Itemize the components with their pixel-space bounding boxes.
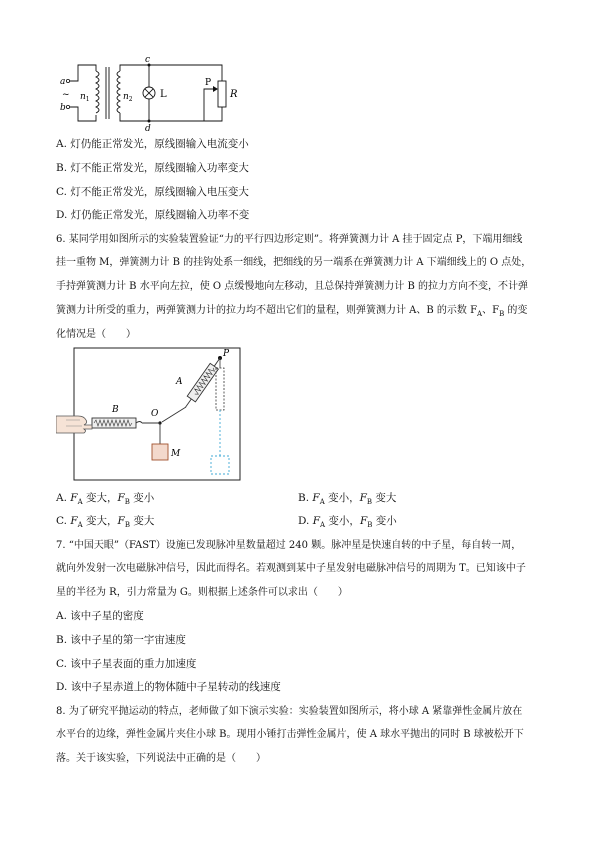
n2-label: $n_2$ (123, 92, 133, 103)
n1-label: $n_1$ (80, 92, 90, 103)
fig-m-label: M (171, 449, 181, 459)
q6-option-b[interactable]: B. $F_A$ 变小，$F_B$ 变大 (298, 492, 397, 507)
q5-option-c[interactable]: C. 灯不能正常发光，原线圈输入电压变大 (56, 186, 249, 198)
q7-option-b[interactable]: B. 该中子星的第一宇宙速度 (56, 634, 186, 646)
q6-stem-line-4: 簧测力计所受的重力，两弹簧测力计的拉力均不超出它们的量程，则弹簧测力计 A、B 的示数 $F_A$、$F_B$ 的变 (56, 305, 528, 318)
q8-stem-line-2: 水平台的边缘，弹性金属片夹住小球 B。现用小锤打击弹性金属片，使 A 球水平抛出的同时 B 球被松开下 (56, 729, 524, 740)
q7-stem-line-1: 7. “中国天眼”（FAST）设施已发现脉冲星数量超过 240 颗。脉冲星是快速自转的中子星，每自转一周， (56, 540, 522, 551)
spring-scale-b (92, 418, 142, 428)
q7-option-d[interactable]: D. 该中子星赤道上的物体随中子星转动的线速度 (56, 681, 281, 693)
fig-o-label: O (151, 409, 159, 419)
q5-option-b[interactable]: B. 灯不能正常发光，原线圈输入功率变大 (56, 162, 249, 174)
rheostat-icon (218, 81, 226, 107)
q6-option-d[interactable]: D. $F_A$ 变小，$F_B$ 变小 (298, 515, 397, 530)
primary-coil (96, 71, 99, 113)
q6-stem-line-2: 挂一重物 M，弹簧测力计 B 的挂钩处系一细线，把细线的另一端系在弹簧测力计 A 下端细线上的 O 点处， (56, 257, 532, 268)
q6-option-a[interactable]: A. $F_A$ 变大，$F_B$ 变小 (56, 492, 155, 507)
q5-option-d[interactable]: D. 灯仍能正常发光，原线圈输入功率不变 (56, 209, 250, 221)
node-c-label: c (145, 55, 151, 65)
rheostat-label: R (230, 89, 238, 100)
q8-stem-line-1: 8. 为了研究平抛运动的特点，老师做了如下演示实验：实验装置如图所示，将小球 A 紧靠弹性金属片放在 (56, 706, 523, 717)
terminal-a-label: a (60, 77, 66, 87)
q7-option-a[interactable]: A. 该中子星的密度 (56, 610, 144, 622)
secondary-coil (117, 71, 120, 113)
q6-stem-line-1: 6. 某同学用如图所示的实验装置验证“力的平行四边形定则”。将弹簧测力计 A 挂于固定点 P，下端用细线 (56, 234, 523, 245)
fig-b-label: B (112, 405, 119, 415)
fig-a-label: A (176, 377, 183, 387)
fig-p-label: P (223, 349, 230, 359)
q8-stem-line-3: 落。关于该实验，下列说法中正确的是（ ） (56, 753, 266, 764)
lamp-label: L (160, 89, 167, 100)
q7-stem-line-2: 就向外发射一次电磁脉冲信号，因此而得名。若观测到某中子星发射电磁脉冲信号的周期为 T。已知该中子 (56, 563, 526, 574)
lamp-icon (143, 87, 155, 99)
q6-stem-line-5: 化情况是（ ） (56, 329, 136, 340)
terminal-b-label: b (60, 103, 66, 113)
q6-option-c[interactable]: C. $F_A$ 变大，$F_B$ 变大 (56, 515, 155, 530)
node-d-label: d (145, 124, 151, 131)
q5-option-a[interactable]: A. 灯仍能正常发光，原线圈输入电流变小 (56, 138, 249, 150)
ac-source-label: ~ (62, 90, 70, 100)
transformer-circuit-figure (56, 55, 246, 131)
q6-stem-line-3: 手持弹簧测力计 B 水平向左拉，使 O 点缓慢地向左移动，且总保持弹簧测力计 B 的拉力方向不变，不计弹 (56, 281, 528, 292)
force-parallelogram-figure (56, 346, 242, 482)
q7-option-c[interactable]: C. 该中子星表面的重力加速度 (56, 658, 197, 670)
slider-p-label: P (205, 78, 212, 88)
mass-m (152, 444, 168, 460)
q7-stem-line-3: 星的半径为 R，引力常量为 G。则根据上述条件可以求出（ ） (56, 587, 348, 598)
